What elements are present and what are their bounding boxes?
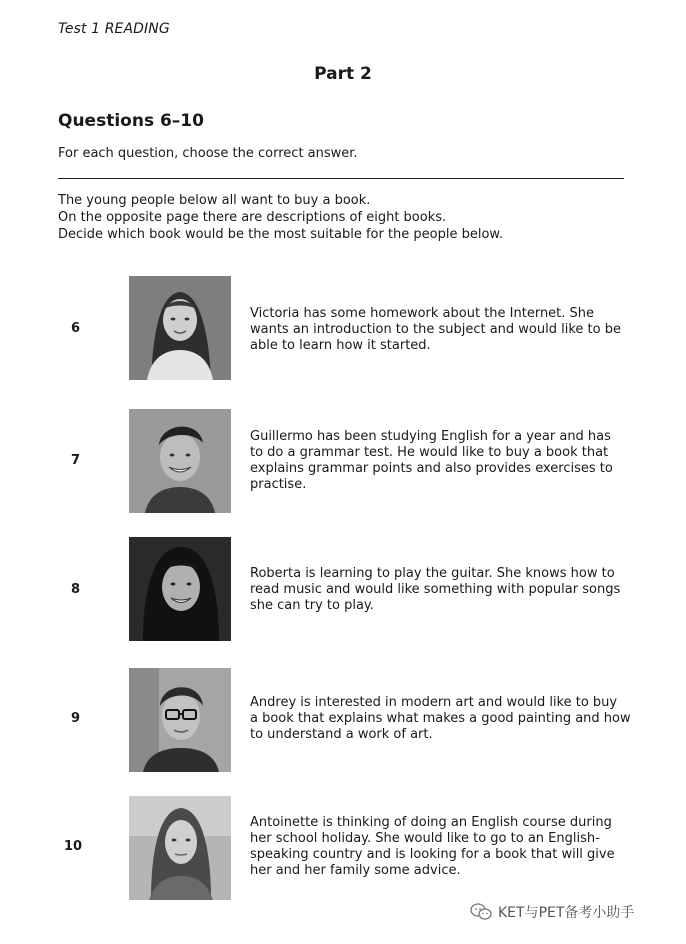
question-line: Roberta is learning to play the guitar. She knows how to bbox=[250, 566, 615, 581]
question-number: 7 bbox=[71, 453, 81, 468]
question-line: able to learn how it started. bbox=[250, 338, 431, 353]
portrait-photo-girl-long-hair-icon bbox=[129, 276, 231, 380]
question-line: to do a grammar test. He would like to buy a book that bbox=[250, 445, 609, 460]
divider-line bbox=[58, 178, 624, 179]
question-number: 6 bbox=[71, 321, 81, 336]
question-line: practise. bbox=[250, 477, 307, 492]
portrait-photo bbox=[129, 276, 231, 380]
intro-text bbox=[58, 192, 503, 243]
question-line: Victoria has some homework about the Internet. She bbox=[250, 306, 595, 321]
watermark bbox=[470, 902, 634, 922]
question-text bbox=[250, 695, 630, 743]
watermark-text: KET与PET备考小助手 bbox=[498, 905, 635, 921]
question-text bbox=[250, 306, 630, 354]
question-line: to understand a work of art. bbox=[250, 727, 433, 742]
instruction-text: For each question, choose the correct answer. bbox=[58, 146, 358, 161]
question-text bbox=[250, 815, 630, 879]
portrait-photo-girl-long-hair-outdoor-icon bbox=[129, 796, 231, 900]
question-line: a book that explains what makes a good painting and how bbox=[250, 711, 631, 726]
wechat-icon bbox=[470, 903, 492, 921]
question-line: read music and would like something with popular songs bbox=[250, 582, 621, 597]
question-line: Antoinette is thinking of doing an English course during bbox=[250, 815, 612, 830]
test-label: Test 1 READING bbox=[58, 21, 170, 37]
question-line: explains grammar points and also provides exercises to bbox=[250, 461, 613, 476]
question-number: 9 bbox=[71, 711, 81, 726]
intro-line: The young people below all want to buy a book. bbox=[58, 193, 371, 208]
question-text bbox=[250, 429, 630, 493]
intro-line: On the opposite page there are descriptions of eight books. bbox=[58, 210, 447, 225]
question-line: her and her family some advice. bbox=[250, 863, 461, 878]
portrait-photo-young-man-glasses-icon bbox=[129, 668, 231, 772]
question-line: she can try to play. bbox=[250, 598, 374, 613]
part-title: Part 2 bbox=[314, 64, 372, 84]
intro-line: Decide which book would be the most suitable for the people below. bbox=[58, 227, 504, 242]
question-line: speaking country and is looking for a book that will give bbox=[250, 847, 615, 862]
question-line: Guillermo has been studying English for a year and has bbox=[250, 429, 611, 444]
question-line: Andrey is interested in modern art and would like to buy bbox=[250, 695, 618, 710]
question-number: 8 bbox=[71, 582, 81, 597]
portrait-photo bbox=[129, 796, 231, 900]
portrait-photo bbox=[129, 537, 231, 641]
portrait-photo-boy-smiling-icon bbox=[129, 409, 231, 513]
question-number: 10 bbox=[64, 839, 83, 854]
question-line: her school holiday. She would like to go to an English- bbox=[250, 831, 600, 846]
question-line: wants an introduction to the subject and would like to be bbox=[250, 322, 621, 337]
portrait-photo bbox=[129, 409, 231, 513]
questions-heading: Questions 6–10 bbox=[58, 111, 204, 131]
portrait-photo-girl-dark-hair-icon bbox=[129, 537, 231, 641]
question-text bbox=[250, 566, 630, 614]
portrait-photo bbox=[129, 668, 231, 772]
